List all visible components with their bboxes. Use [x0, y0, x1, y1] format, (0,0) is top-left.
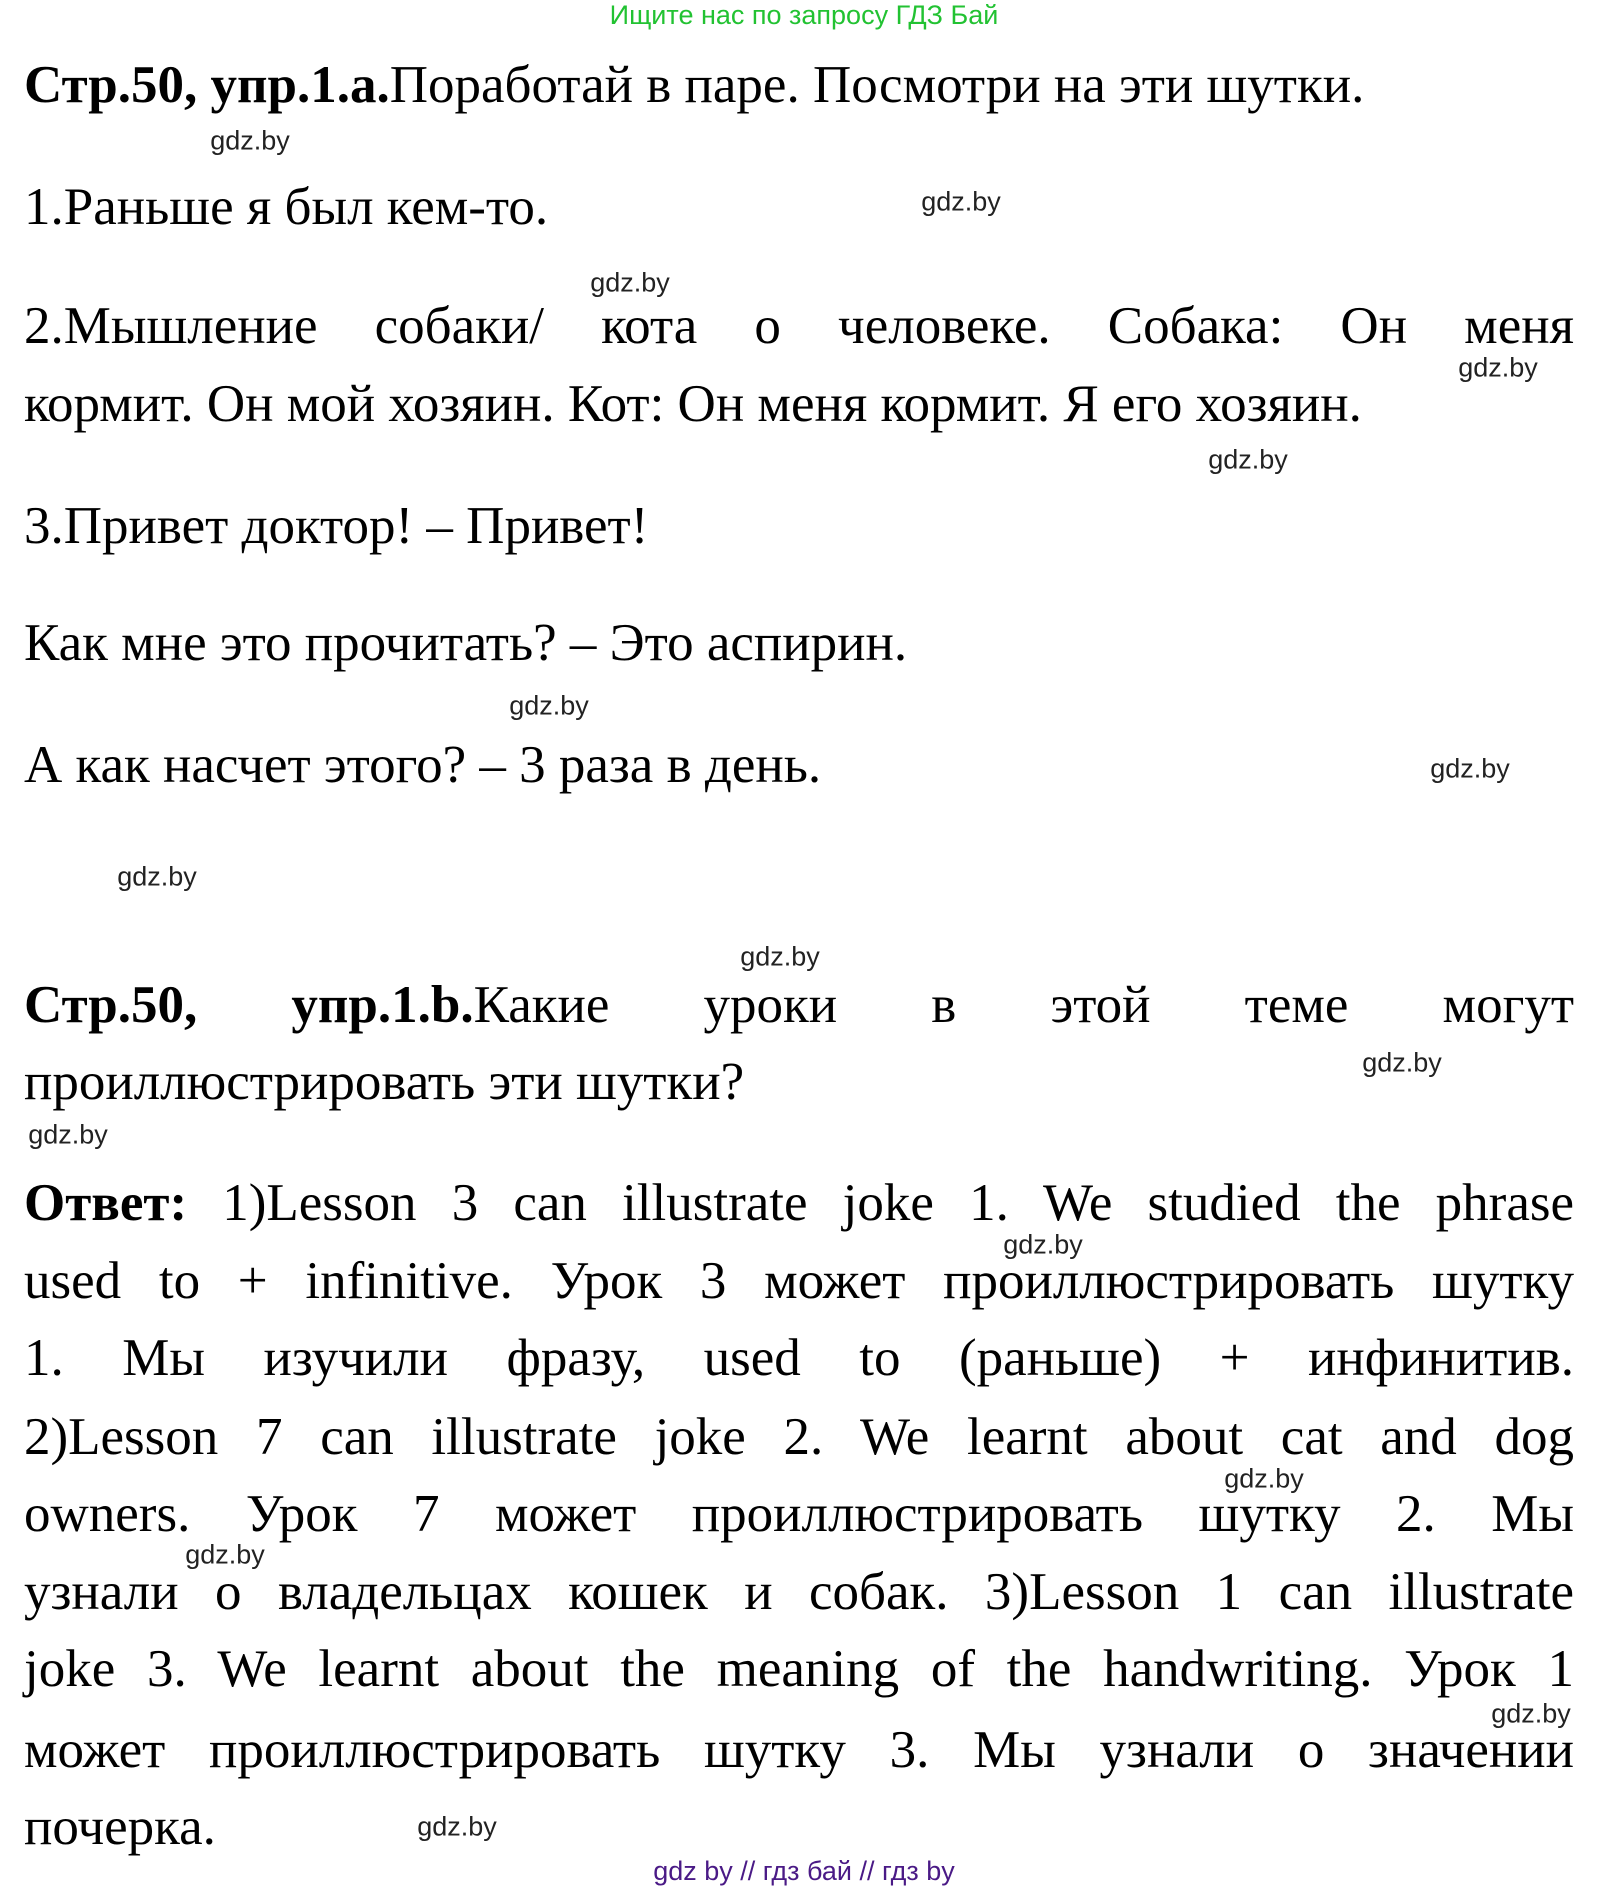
watermark: gdz.by — [1003, 1229, 1083, 1260]
watermark: gdz.by — [1224, 1463, 1304, 1494]
line-text: проиллюстрировать эти шутки? — [24, 1053, 745, 1111]
line-text: 1.Раньше я был кем-то. — [24, 178, 549, 236]
text-line — [24, 1795, 1574, 1859]
line-text: used to + infinitive. Урок 3 может проиллюстрировать шутку — [24, 1252, 1574, 1310]
text-line — [24, 175, 1574, 239]
line-text: Как мне это прочитать? – Это аспирин. — [24, 614, 908, 672]
line-text: узнали о владельцах кошек и собак. 3)Lesson 1 can illustrate — [24, 1563, 1574, 1621]
text-line — [24, 1637, 1574, 1701]
text-line — [24, 1405, 1574, 1469]
exercise-heading — [24, 53, 1574, 117]
text-line — [24, 1482, 1574, 1546]
watermark: gdz.by — [590, 267, 670, 298]
watermark: gdz.by — [1491, 1698, 1571, 1729]
line-text: А как насчет этого? – 3 раза в день. — [24, 736, 822, 794]
line-text: Какие уроки в этой теме могут — [473, 976, 1574, 1034]
exercise-heading — [24, 973, 1574, 1037]
watermark: gdz.by — [921, 186, 1001, 217]
watermark: gdz.by — [509, 690, 589, 721]
text-line — [24, 1718, 1574, 1782]
watermark: gdz.by — [417, 1811, 497, 1842]
watermark: gdz.by — [1208, 444, 1288, 475]
watermark: gdz.by — [28, 1119, 108, 1150]
text-line — [24, 1171, 1574, 1235]
line-text: 2)Lesson 7 can illustrate joke 2. We learnt about cat and dog — [24, 1408, 1574, 1466]
line-text: может проиллюстрировать шутку 3. Мы узнали о значении — [24, 1721, 1574, 1779]
watermark: gdz.by — [1458, 352, 1538, 383]
text-line — [24, 1326, 1574, 1390]
watermark: gdz.by — [1430, 753, 1510, 784]
bold-label: Стр.50, упр.1.а. — [24, 56, 390, 114]
bold-label: Ответ: — [24, 1174, 188, 1232]
line-text: owners. Урок 7 может проиллюстрировать шутку 2. Мы — [24, 1485, 1574, 1543]
line-text: 3.Привет доктор! – Привет! — [24, 497, 649, 555]
line-text: 2.Мышление собаки/ кота о человеке. Собака: Он меня — [24, 297, 1574, 355]
line-text: joke 3. We learnt about the meaning of the handwriting. Урок 1 — [24, 1640, 1574, 1698]
text-line — [24, 294, 1574, 358]
watermark: gdz.by — [740, 941, 820, 972]
watermark: gdz.by — [210, 125, 290, 156]
line-text: кормит. Он мой хозяин. Кот: Он меня кормит. Я его хозяин. — [24, 375, 1362, 433]
watermark: gdz.by — [117, 861, 197, 892]
text-line — [24, 733, 1574, 797]
line-text: Поработай в паре. Посмотри на эти шутки. — [389, 56, 1365, 114]
text-line — [24, 372, 1574, 436]
footer-links[interactable]: gdz by // гдз бай // гдз by — [653, 1856, 955, 1886]
text-line — [24, 1047, 1574, 1114]
text-line — [24, 494, 1574, 558]
bold-label: Стр.50, упр.1.b. — [24, 976, 474, 1034]
line-text: почерка. — [24, 1798, 216, 1856]
search-hint-banner: Ищите нас по запросу ГДЗ Бай — [609, 0, 999, 30]
watermark: gdz.by — [185, 1539, 265, 1570]
text-line — [24, 611, 1574, 675]
line-text: 1. Мы изучили фразу, used to (раньше) + инфинитив. — [24, 1329, 1574, 1387]
watermark: gdz.by — [1362, 1047, 1442, 1078]
text-line — [24, 1249, 1574, 1313]
line-text: 1)Lesson 3 can illustrate joke 1. We studied the phrase — [187, 1174, 1574, 1232]
